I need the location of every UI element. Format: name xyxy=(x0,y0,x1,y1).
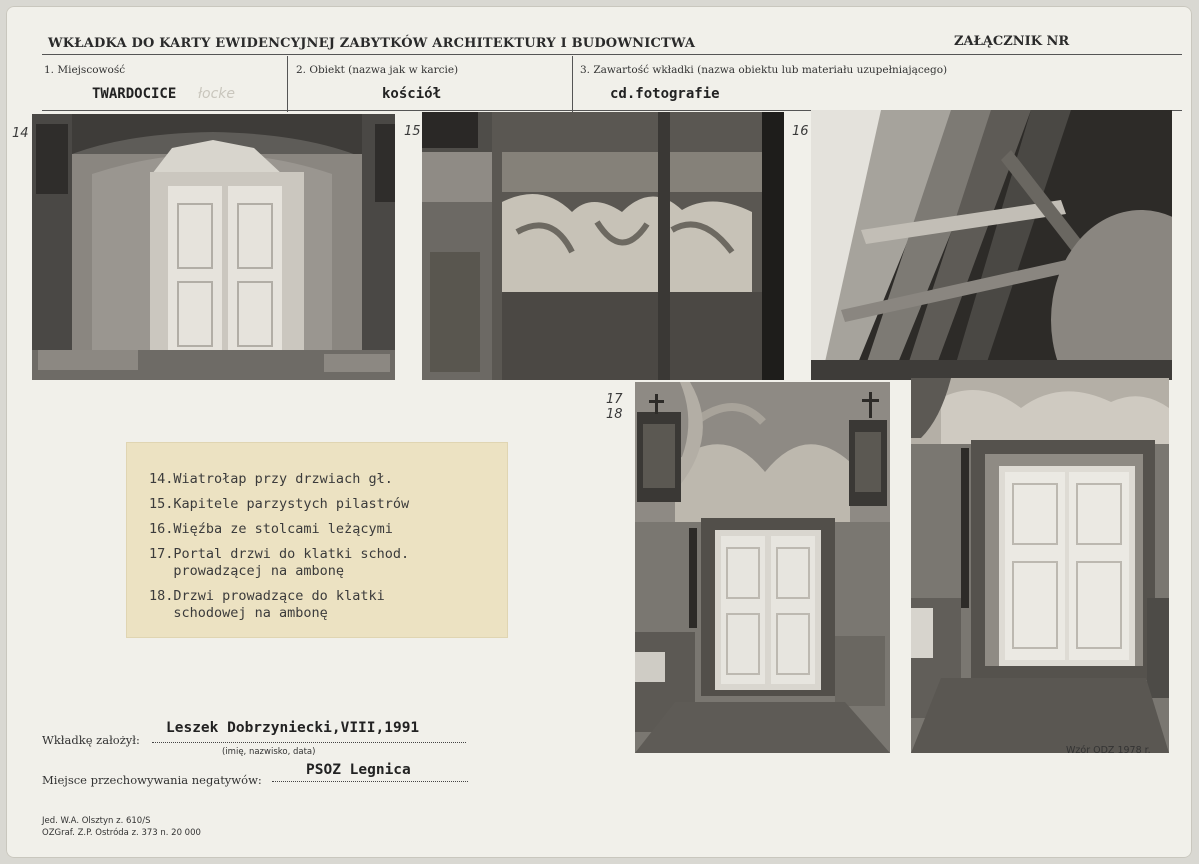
field-divider xyxy=(287,56,288,112)
caption-16: 16.Więźba ze stolcami leżącymi xyxy=(149,521,393,537)
author-hint: (imię, nazwisko, data) xyxy=(222,747,316,757)
author-line xyxy=(152,742,466,743)
field-divider xyxy=(572,56,573,112)
print-line-2: OZGraf. Z.P. Ostróda z. 373 n. 20 000 xyxy=(42,828,201,838)
field-value-object: kościół xyxy=(382,86,442,102)
caption-15: 15.Kapitele parzystych pilastrów xyxy=(149,496,410,512)
storage-label: Miejsce przechowywania negatywów: xyxy=(42,773,262,787)
storage-line xyxy=(272,781,468,782)
photo-roof-truss xyxy=(811,110,1172,380)
print-line-1: Jed. W.A. Olsztyn z. 610/S xyxy=(42,816,151,826)
storage-value: PSOZ Legnica xyxy=(306,762,411,778)
photo-vestibule-door xyxy=(32,114,395,380)
caption-17: 17.Portal drzwi do klatki schod. prowadzącej na ambonę xyxy=(149,546,410,579)
photo-staircase-door xyxy=(911,378,1169,753)
caption-slip xyxy=(127,443,507,637)
caption-14: 14.Wiatrołap przy drzwiach gł. xyxy=(149,471,393,487)
form-title: WKŁADKA DO KARTY EWIDENCYJNEJ ZABYTKÓW ARCHITEKTURY I BUDOWNICTWA xyxy=(48,36,696,51)
field-label-contents: 3. Zawartość wkładki (nazwa obiektu lub materiału uzupełniającego) xyxy=(580,64,948,76)
photo-portal-door xyxy=(635,382,890,753)
field-label-locality: 1. Miejscowość xyxy=(44,64,126,76)
photo-number-15: 15 xyxy=(404,124,421,139)
author-value: Leszek Dobrzyniecki,VIII,1991 xyxy=(166,720,420,736)
attachment-label: ZAŁĄCZNIK NR xyxy=(954,34,1070,49)
photo-number-17-18: 17 18 xyxy=(606,392,623,422)
field-label-object: 2. Obiekt (nazwa jak w karcie) xyxy=(296,64,459,76)
caption-18: 18.Drzwi prowadzące do klatki schodowej na ambonę xyxy=(149,588,385,621)
field-value-contents: cd.fotografie xyxy=(610,86,720,102)
record-card xyxy=(6,6,1192,858)
photo-pilaster-capitals xyxy=(422,112,784,380)
field-faint-locality: łocke xyxy=(198,86,236,102)
photo-number-14: 14 xyxy=(12,126,29,141)
author-label: Wkładkę założył: xyxy=(42,733,140,747)
header-rule xyxy=(42,54,1182,55)
photo-number-16: 16 xyxy=(792,124,809,139)
form-code: Wzór ODZ 1978 r. xyxy=(1066,745,1151,756)
field-value-locality: TWARDOCICE xyxy=(92,86,177,102)
